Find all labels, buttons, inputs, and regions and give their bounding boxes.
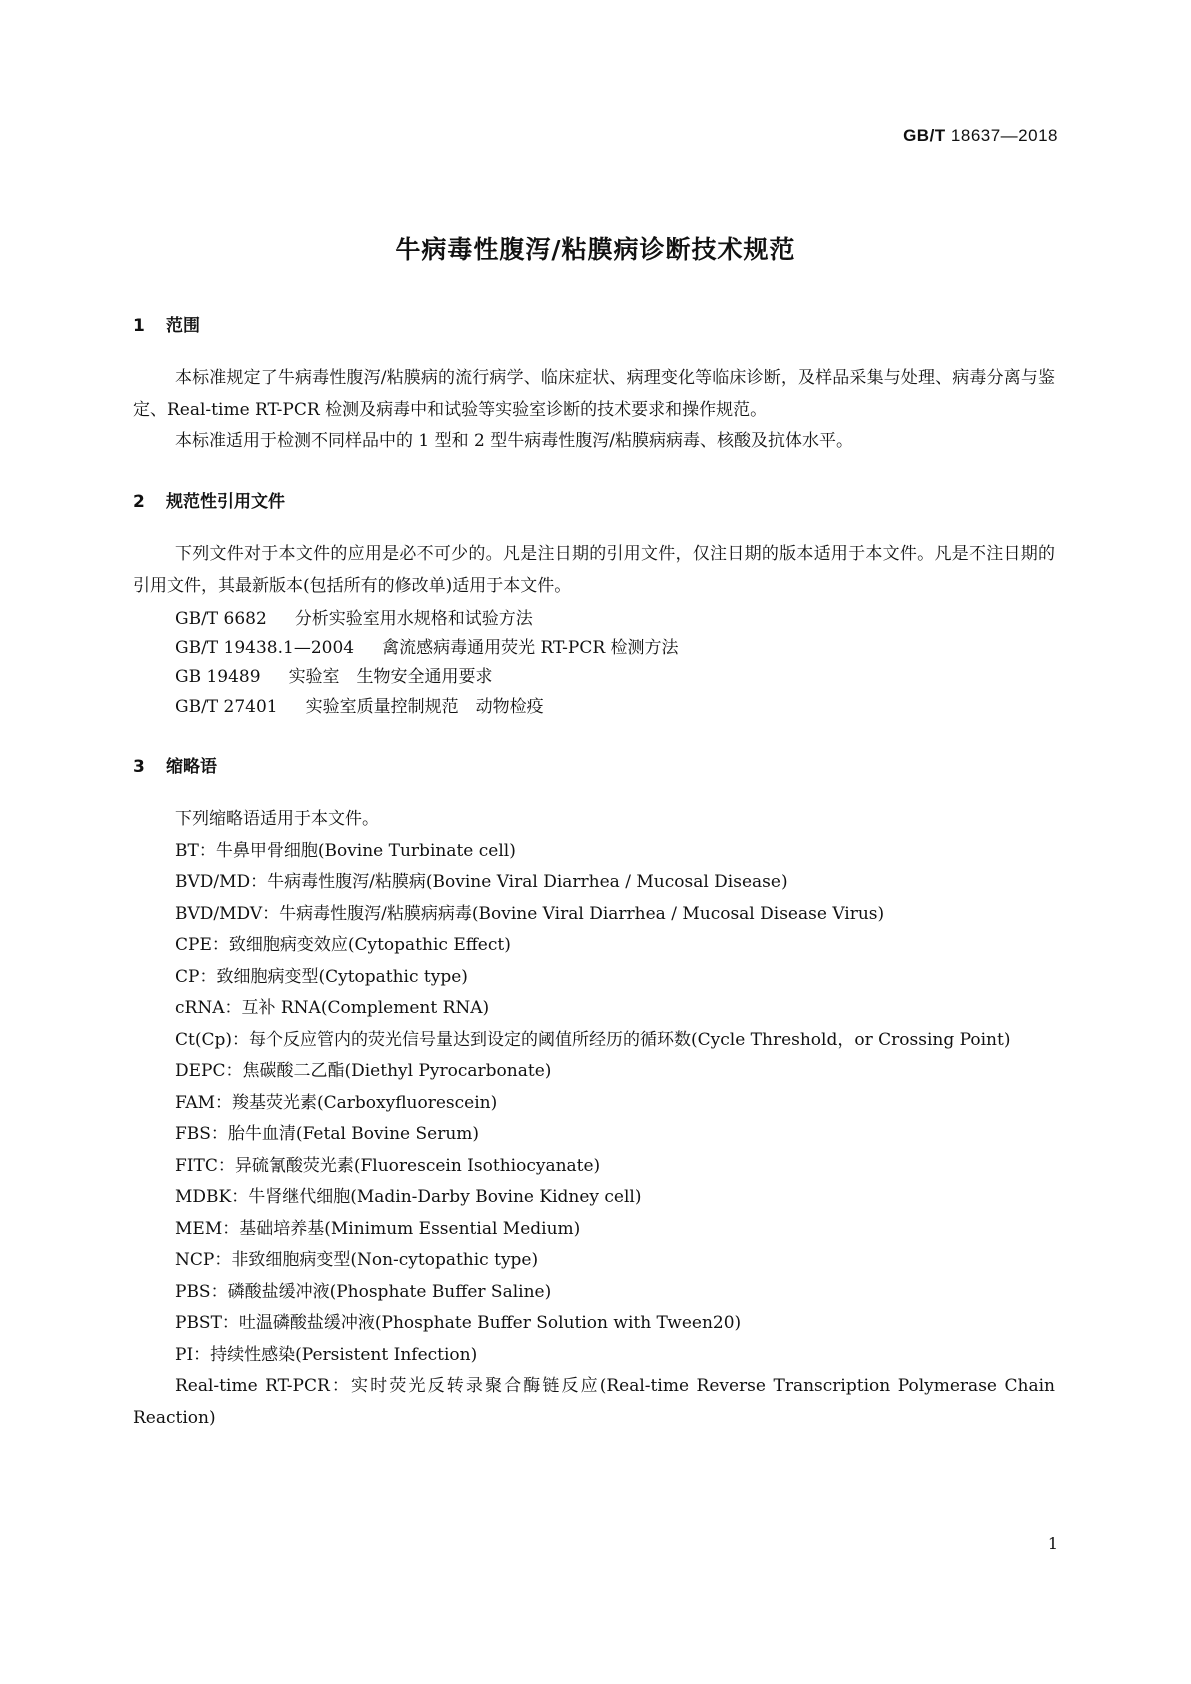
abbreviation-item: BVD/MD：牛病毒性腹泻/粘膜病(Bovine Viral Diarrhea / Mucosal Disease)	[175, 872, 788, 892]
abbreviation-item: Real-time RT-PCR：实时荧光反转录聚合酶链反应(Real-time Reverse Transcription Polymerase Chain Reaction)	[133, 1376, 1055, 1428]
reference-item	[175, 604, 533, 629]
reference-name: 分析实验室用水规格和试验方法	[294, 609, 533, 629]
reference-code: GB/T 6682	[175, 609, 267, 629]
abbreviation-item: CPE：致细胞病变效应(Cytopathic Effect)	[175, 935, 511, 955]
abbreviations-intro: 下列缩略语适用于本文件。	[175, 809, 379, 829]
reference-code: GB/T 27401	[175, 697, 278, 717]
standard-number	[903, 126, 1058, 146]
section-heading-abbreviations	[133, 752, 217, 777]
references-paragraph: 下列文件对于本文件的应用是必不可少的。凡是注日期的引用文件，仅注日期的版本适用于本文件。凡是不注日期的引用文件，其最新版本(包括所有的修改单)适用于本文件。	[133, 544, 1055, 596]
abbreviation-item: CP：致细胞病变型(Cytopathic type)	[175, 966, 468, 987]
abbreviation-item: FITC：异硫氰酸荧光素(Fluorescein Isothiocyanate)	[175, 1155, 601, 1176]
reference-item	[175, 662, 493, 687]
section-number: 2	[133, 492, 145, 512]
abbreviation-item: FBS：胎牛血清(Fetal Bovine Serum)	[175, 1124, 480, 1144]
abbreviation-item: PI：持续性感染(Persistent Infection)	[175, 1344, 478, 1365]
reference-name: 禽流感病毒通用荧光 RT-PCR 检测方法	[382, 638, 679, 658]
reference-code: GB/T 19438.1—2004	[175, 638, 355, 658]
abbreviation-item: BT：牛鼻甲骨细胞(Bovine Turbinate cell)	[175, 840, 516, 861]
reference-item	[175, 692, 544, 717]
abbreviation-list	[133, 804, 1055, 1434]
reference-name: 实验室质量控制规范 动物检疫	[305, 697, 544, 717]
abbreviation-item: FAM：羧基荧光素(Carboxyfluorescein)	[175, 1092, 498, 1113]
section-title: 规范性引用文件	[166, 492, 285, 512]
section-number: 3	[133, 757, 145, 777]
abbreviation-item: MDBK：牛肾继代细胞(Madin-Darby Bovine Kidney cell)	[175, 1187, 642, 1207]
section-title: 范围	[166, 316, 200, 336]
scope-paragraph: 本标准规定了牛病毒性腹泻/粘膜病的流行病学、临床症状、病理变化等临床诊断，及样品采集与处理、病毒分离与鉴定、Real-time RT-PCR 检测及病毒中和试验等实验室诊断的技术要求和操作规范。	[133, 368, 1055, 420]
abbreviation-item: PBS：磷酸盐缓冲液(Phosphate Buffer Saline)	[175, 1281, 552, 1302]
section-number: 1	[133, 316, 145, 336]
document-title: 牛病毒性腹泻/粘膜病诊断技术规范	[395, 235, 796, 264]
abbreviation-item: DEPC：焦碳酸二乙酯(Diethyl Pyrocarbonate)	[175, 1061, 552, 1081]
abbreviation-item: PBST：吐温磷酸盐缓冲液(Phosphate Buffer Solution with Tween20)	[175, 1313, 742, 1333]
abbreviation-item: MEM：基础培养基(Minimum Essential Medium)	[175, 1218, 581, 1239]
standard-code-prefix: GB/T	[903, 126, 946, 145]
page-number: 1	[1047, 1534, 1058, 1553]
standard-code-suffix: 18637—2018	[950, 126, 1058, 145]
reference-code: GB 19489	[175, 667, 261, 687]
section-title: 缩略语	[166, 757, 217, 777]
section-heading-normative-references	[133, 487, 285, 512]
reference-name: 实验室 生物安全通用要求	[288, 667, 493, 687]
abbreviation-item: NCP：非致细胞病变型(Non-cytopathic type)	[175, 1250, 539, 1270]
abbreviation-item: cRNA：互补 RNA(Complement RNA)	[175, 998, 490, 1018]
abbreviation-item: BVD/MDV：牛病毒性腹泻/粘膜病病毒(Bovine Viral Diarrhea / Mucosal Disease Virus)	[175, 903, 885, 924]
reference-item	[175, 633, 679, 658]
abbreviation-item: Ct(Cp)：每个反应管内的荧光信号量达到设定的阈值所经历的循环数(Cycle Threshold，or Crossing Point)	[175, 1029, 1011, 1050]
scope-paragraph: 本标准适用于检测不同样品中的 1 型和 2 型牛病毒性腹泻/粘膜病病毒、核酸及抗体水平。	[175, 431, 853, 451]
section-heading-scope	[133, 311, 200, 336]
